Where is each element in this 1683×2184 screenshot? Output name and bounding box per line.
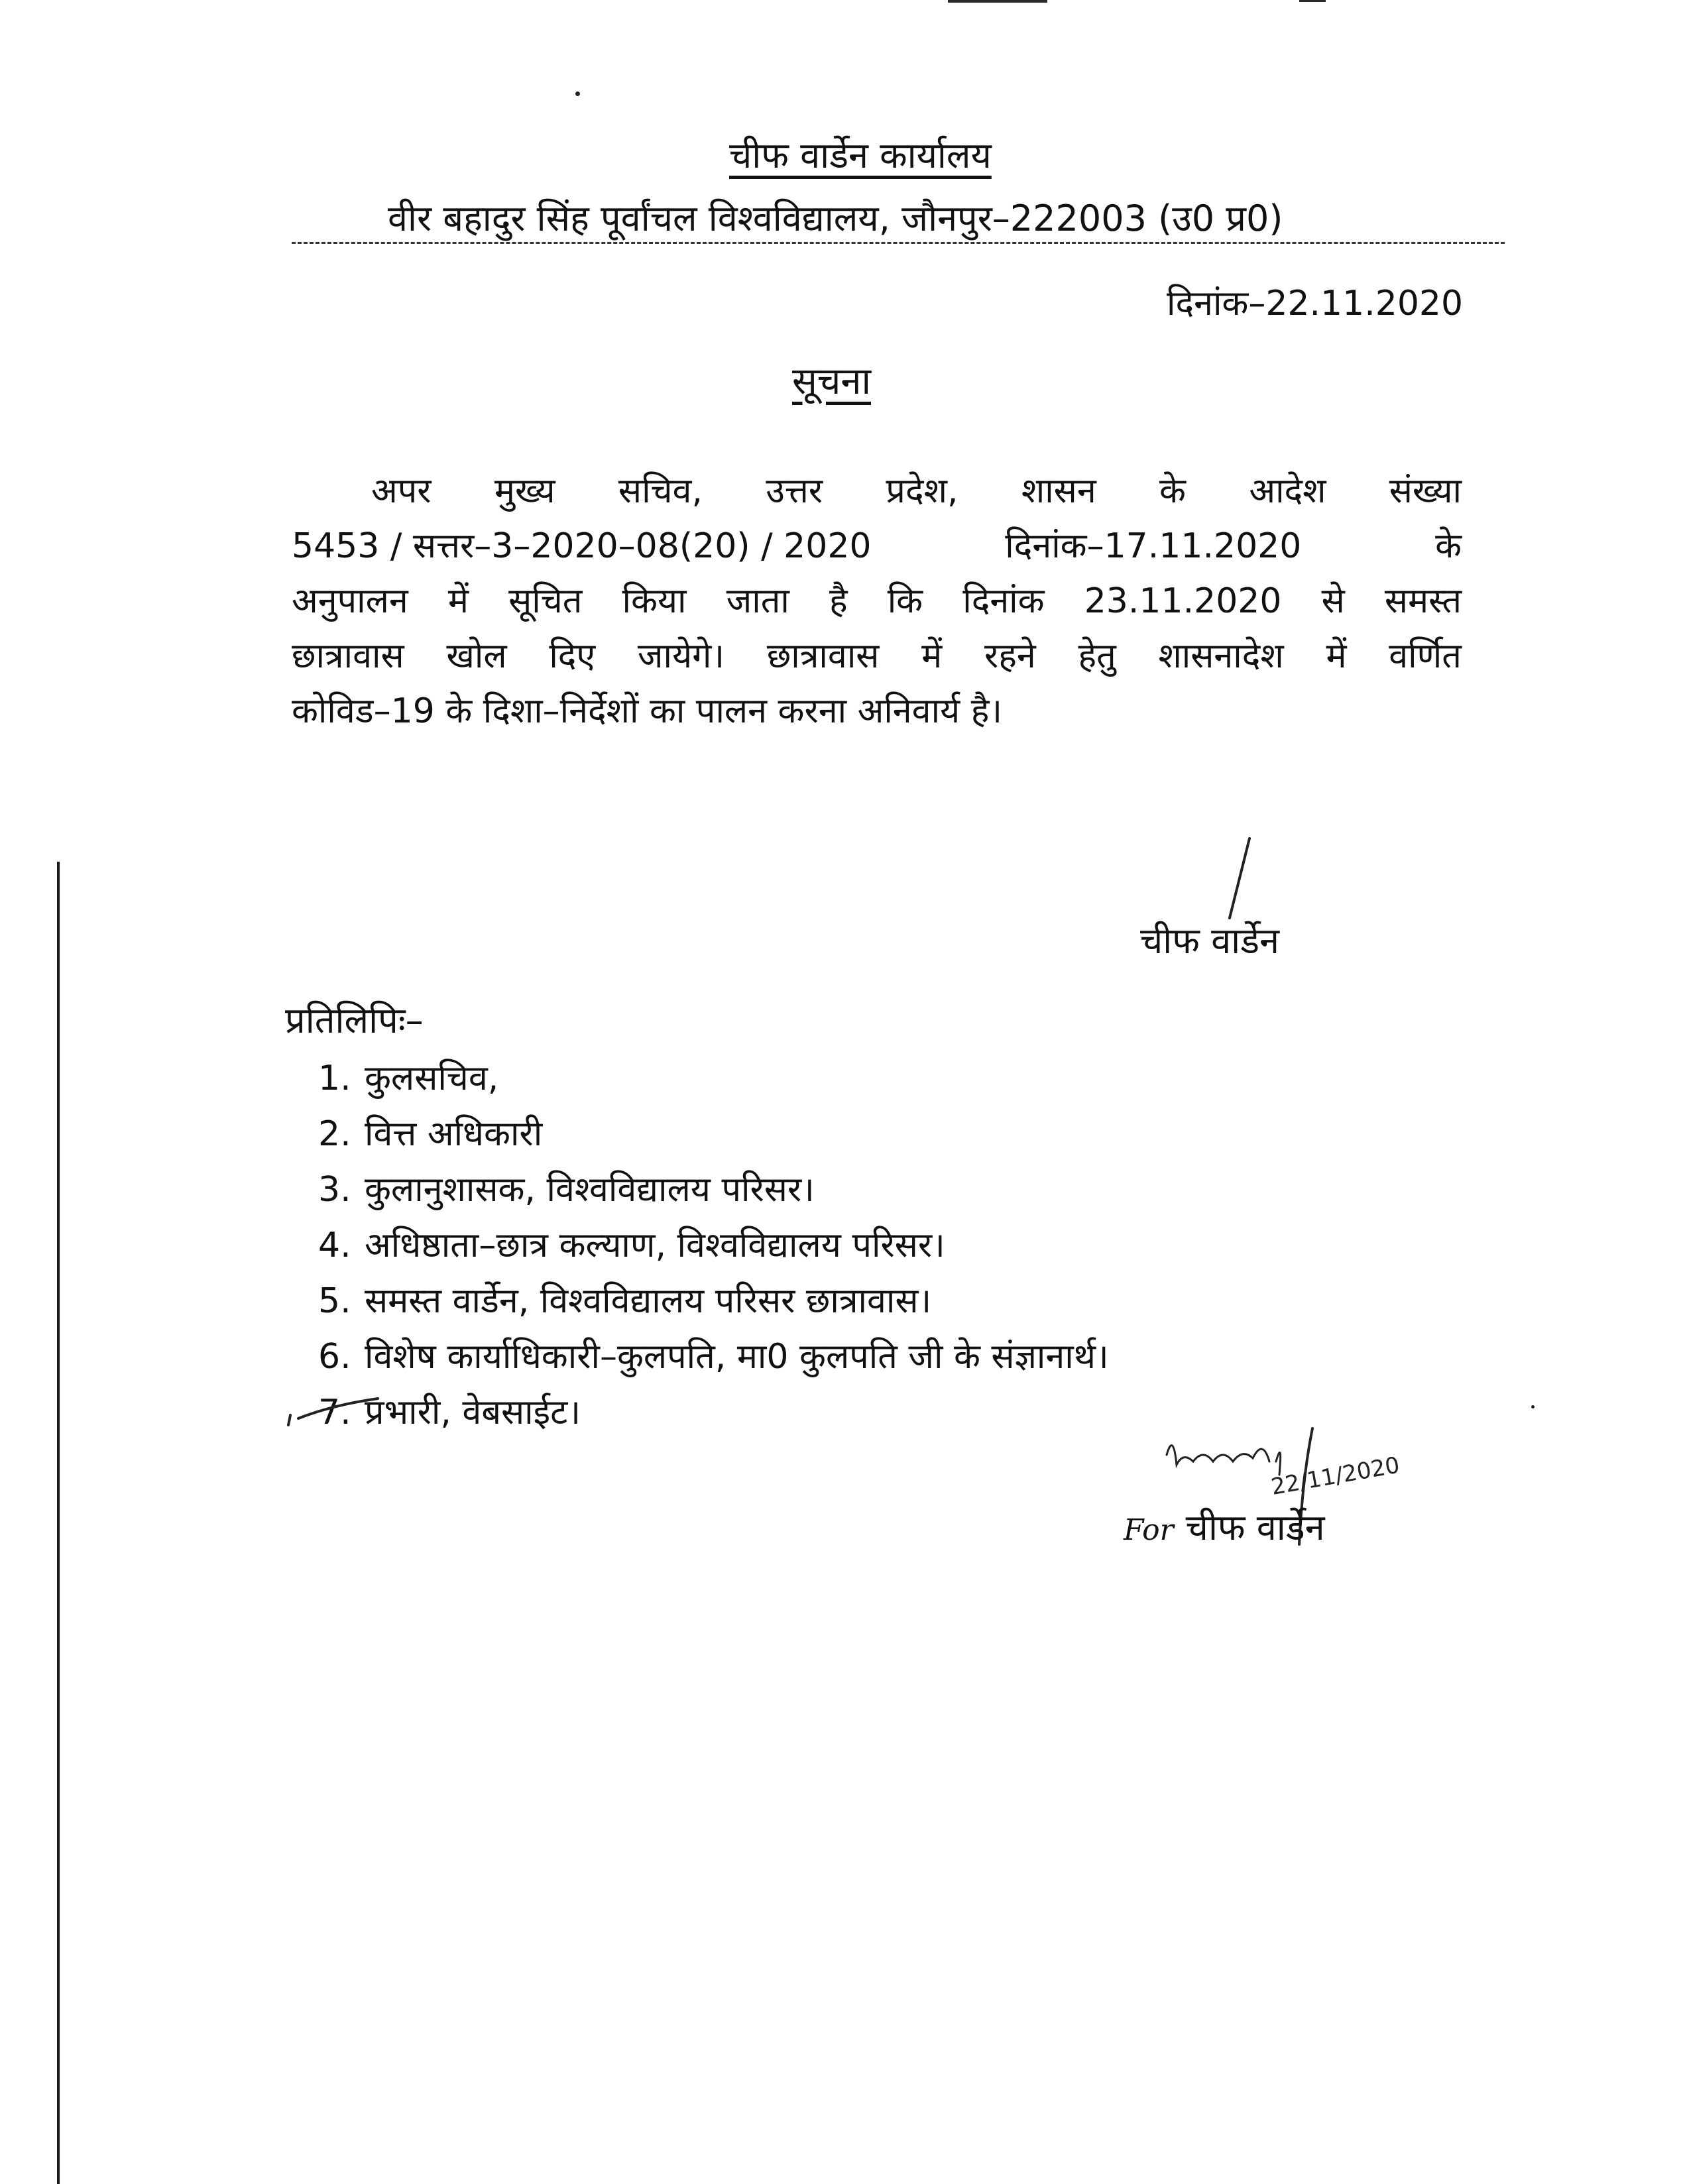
- body-word: दिनांक: [962, 581, 1045, 621]
- copy-item-text: विशेष कार्याधिकारी–कुलपति, मा0 कुलपति जी के संज्ञानार्थ।: [365, 1337, 1109, 1377]
- copy-item-number: 4.: [318, 1226, 351, 1265]
- body-word: शासनादेश: [1158, 636, 1284, 676]
- copy-recipient-item: [318, 1273, 1109, 1329]
- for-chief-warden: [1124, 1501, 1325, 1550]
- body-word: उत्तर: [766, 471, 823, 511]
- copy-item-number: 5.: [318, 1281, 351, 1321]
- body-word: छात्रावास: [292, 636, 404, 676]
- body-word: जाता: [726, 581, 789, 621]
- body-word: सचिव,: [618, 471, 703, 511]
- body-word: में: [921, 636, 943, 676]
- copy-item-text: प्रभारी, वेबसाईट।: [365, 1393, 581, 1432]
- header-divider: [292, 242, 1505, 244]
- notice-body: [292, 464, 1462, 739]
- body-word: वर्णित: [1389, 636, 1462, 676]
- body-word: मुख्य: [494, 471, 555, 511]
- copy-recipient-item: [318, 1162, 1109, 1218]
- body-line: [292, 464, 1462, 519]
- scan-speck: [575, 91, 580, 96]
- copy-item-text: कुलसचिव,: [365, 1059, 499, 1098]
- copy-item-text: वित्त अधिकारी: [365, 1114, 543, 1154]
- body-word: 23.11.2020: [1084, 581, 1282, 621]
- copy-item-number: 1.: [318, 1059, 351, 1098]
- copy-item-number: 2.: [318, 1114, 351, 1154]
- body-word: छात्रावास: [766, 636, 880, 676]
- body-word: सूचित: [508, 581, 583, 621]
- copy-item-number: 6.: [318, 1337, 351, 1377]
- handwritten-date: 22/11/2020: [1269, 1452, 1402, 1501]
- copy-recipient-item: [318, 1329, 1109, 1385]
- body-word: में: [1326, 636, 1347, 676]
- scan-speck: [1531, 1405, 1535, 1408]
- signatory-title: चीफ वार्डेन: [1140, 920, 1279, 962]
- body-word: शासन: [1021, 471, 1096, 511]
- body-word: संख्या: [1389, 471, 1462, 511]
- body-word: रहने: [984, 636, 1036, 676]
- body-word: अपर: [371, 471, 432, 511]
- handwritten-strike-mark: [285, 1379, 384, 1432]
- copy-recipient-item: [318, 1051, 1109, 1106]
- body-word: से: [1321, 581, 1345, 621]
- for-prefix: For: [1124, 1513, 1174, 1547]
- copy-item-text: अधिष्ठाता–छात्र कल्याण, विश्वविद्यालय परिसर।: [365, 1226, 945, 1265]
- body-word: खोल: [446, 636, 507, 676]
- body-word: दिए: [549, 636, 596, 676]
- scan-edge: [57, 862, 60, 2184]
- copy-recipient-list: [318, 1051, 1109, 1440]
- body-word: किया: [622, 581, 687, 621]
- copy-heading: प्रतिलिपिः–: [285, 1000, 424, 1041]
- body-word: है: [829, 581, 848, 621]
- body-word: दिनांक–17.11.2020: [1005, 526, 1302, 566]
- copy-recipient-item: [318, 1218, 1109, 1273]
- copy-item-number: 3.: [318, 1170, 351, 1210]
- body-line: [292, 574, 1462, 629]
- body-word: के: [1159, 471, 1186, 511]
- body-word: आदेश: [1249, 471, 1326, 511]
- body-word: के: [1435, 526, 1462, 566]
- copy-item-number: 7.: [318, 1393, 351, 1432]
- office-title: चीफ वार्डेन कार्यालय: [729, 135, 992, 176]
- body-word: 5453 / सत्तर–3–2020–08(20) / 2020: [292, 526, 872, 566]
- body-word: समस्त: [1384, 581, 1462, 621]
- final-signatory: चीफ वार्डेन: [1185, 1507, 1325, 1548]
- copy-item-text: समस्त वार्डेन, विश्वविद्यालय परिसर छात्रावास।: [365, 1281, 932, 1321]
- university-address: वीर बहादुर सिंह पूर्वांचल विश्वविद्यालय, जौनपुर–222003 (उ0 प्र0): [388, 198, 1283, 239]
- scan-mark: [1299, 0, 1326, 2]
- body-word: प्रदेश,: [886, 471, 958, 511]
- body-line: [292, 684, 1462, 739]
- body-line: [292, 519, 1462, 574]
- copy-item-text: कुलानुशासक, विश्वविद्यालय परिसर।: [365, 1170, 815, 1210]
- copy-recipient-item: [318, 1385, 1109, 1440]
- body-word: में: [447, 581, 469, 621]
- signature-stroke: [1220, 835, 1259, 921]
- scan-mark: [948, 0, 1047, 3]
- body-line: [292, 629, 1462, 684]
- copy-recipient-item: [318, 1106, 1109, 1162]
- issue-date: दिनांक–22.11.2020: [1167, 284, 1464, 323]
- body-word: जायेगे।: [637, 636, 725, 676]
- notice-title: सूचना: [792, 360, 871, 403]
- body-word: कि: [887, 581, 923, 621]
- body-word: हेतु: [1078, 636, 1116, 676]
- body-word: अनुपालन: [292, 581, 408, 621]
- body-word: कोविड–19 के दिशा–निर्देशों का पालन करना अनिवार्य है।: [292, 691, 1003, 731]
